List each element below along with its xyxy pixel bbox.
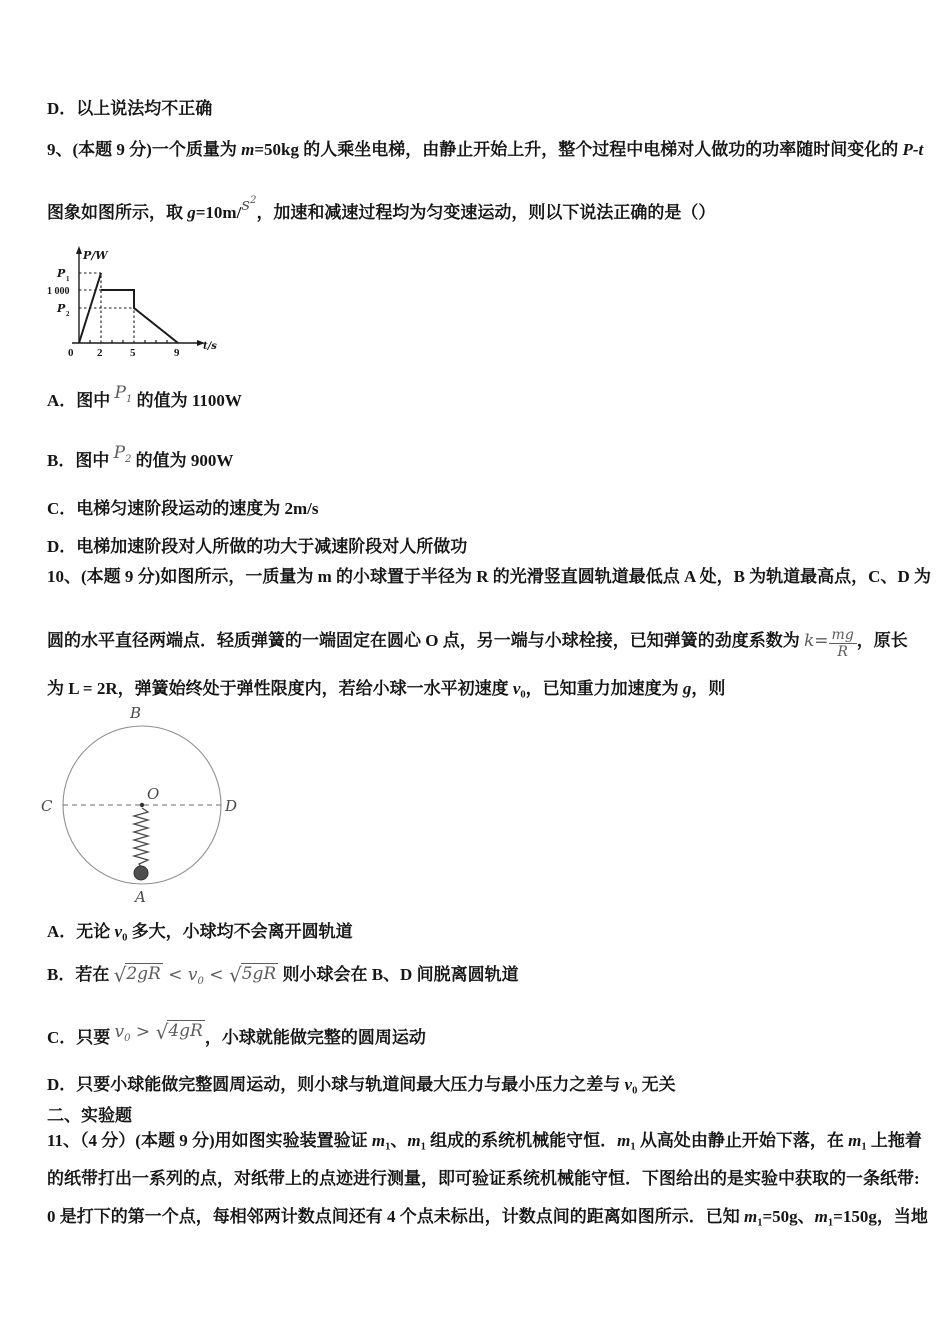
q10-c-v0: v (114, 1022, 125, 1042)
pt-graph (46, 244, 236, 366)
q10-b-lt-1: < (162, 965, 188, 985)
q11-m1-b: m (407, 1131, 421, 1150)
section-2-title: 二、实验题 (47, 1106, 132, 1125)
q10-b-sqrt-2gr (114, 964, 163, 986)
q10-a-v0-sub: 0 (122, 932, 128, 944)
q10-frac-den: R (837, 644, 848, 661)
q9-a-p1 (114, 383, 133, 405)
q10-stem-text-2: ，原长 (856, 631, 908, 651)
q10-b-radicand-1: 2gR (126, 964, 161, 984)
q10-var-v0: v (512, 679, 521, 698)
q10-a-post: 多大，小球均不会离开圆轨道 (127, 922, 353, 941)
q9-b-p2-sub: 2 (125, 454, 132, 465)
q9-stem-text-2: =50kg 的人乘坐电梯，由静止开始上升，整个过程中电梯对人做功的功率随时间变化的 (254, 140, 903, 159)
graph-p1-sub: 1 (66, 275, 70, 283)
q9-b-pre: B．图中 (47, 451, 114, 470)
q8-option-d: D．以上说法均不正确 (47, 99, 213, 118)
q9-option-a (47, 383, 242, 418)
q11-stem-line2: 的纸带打出一系列的点，对纸带上的点迹进行测量，即可验证系统机械能守恒．下图给出的是实验中获取的一条纸带: (47, 1169, 920, 1188)
q10-d-v0: v (624, 1075, 633, 1094)
q10-stem-text-1: 圆的水平直径两端点．轻质弹簧的一端固定在圆心 O 点，另一端与小球栓接，已知弹簧的劲度系数为 (47, 631, 804, 651)
q9-unit-s2 (241, 195, 256, 214)
spring-icon (134, 808, 148, 867)
q10-var-g: g (682, 679, 692, 698)
q11-m1-d: m (848, 1131, 862, 1150)
q11-m1-c-sub: 1 (630, 1141, 636, 1153)
graph-x9-label: 9 (174, 347, 180, 359)
q10-stem-text-5: ，则 (691, 679, 726, 698)
q10-option-c (47, 1020, 426, 1055)
q11-m1-b-sub: 1 (420, 1141, 426, 1153)
q10-b-sqrt-5gr (229, 964, 278, 986)
q9-stem-text-5: ，加速和减速过程均为匀变速运动，则以下说法正确的是（） (256, 203, 716, 222)
q11-dun: 、 (390, 1131, 408, 1150)
q10-stem-line2 (47, 627, 908, 660)
q11-m1-c: m (617, 1131, 631, 1150)
q11-m1-f: m (814, 1207, 828, 1226)
q10-b-radicand-2: 5gR (241, 964, 277, 984)
graph-ylabel: P/W (83, 249, 108, 262)
graph-1000-label: 1 000 (47, 286, 70, 297)
label-a-bottom: A (135, 888, 146, 906)
q11-m1-d-sub: 1 (861, 1141, 867, 1153)
radical-icon: √ (155, 1020, 169, 1044)
q11-m1-e-sub: 1 (757, 1217, 763, 1229)
q11-m1-e: m (744, 1207, 758, 1226)
q10-b-post: 则小球会在 B、D 间脱离圆轨道 (278, 965, 519, 984)
q9-var-g: g (187, 203, 196, 222)
q10-b-v0: v (187, 965, 198, 985)
q11-text-1: 11、（4 分）(本题 9 分)用如图实验装置验证 (47, 1131, 372, 1150)
q9-a-p1-sub: 1 (125, 394, 133, 405)
q10-c-gt: > (130, 1022, 156, 1042)
q9-var-m: m (241, 140, 255, 159)
q10-a-v0: v (114, 922, 123, 941)
q11-stem-line1 (47, 1130, 922, 1158)
q10-stem-text-3: 为 L = 2R，弹簧始终处于弹性限度内，若给小球一水平初速度 (47, 679, 513, 698)
q10-stem-line1: 10、(本题 9 分)如图所示，一质量为 m 的小球置于半径为 R 的光滑竖直圆轨道最低点 A 处，B 为轨道最高点，C、D 为 (47, 567, 931, 586)
q11-m1-a-sub: 1 (385, 1141, 391, 1153)
q9-stem-text-3: 图象如图所示，取 (47, 203, 188, 222)
q9-unit-s: s (241, 195, 251, 215)
q10-b-v0-sub: 0 (197, 976, 204, 987)
graph-x5-label: 5 (130, 347, 136, 359)
q9-option-b (47, 443, 234, 478)
label-d-right: D (225, 797, 238, 815)
q11-text-2: 组成的系统机械能守恒． (425, 1131, 618, 1150)
ball-at-a (134, 866, 148, 880)
q10-c-sqrt-4gr (156, 1021, 205, 1043)
q9-a-p1-base: P (114, 383, 126, 403)
q9-b-p2 (113, 443, 132, 465)
q10-option-a (47, 921, 353, 949)
q10-c-v0-sub: 0 (124, 1033, 131, 1044)
q9-stem-text-1: 9、(本题 9 分)一个质量为 (47, 140, 242, 159)
q11-stem-line3 (47, 1206, 928, 1234)
q10-a-pre: A．无论 (47, 922, 115, 941)
curve-plateau-decline (101, 290, 178, 343)
q9-stem-line1 (47, 139, 923, 160)
q11-text-6: =50g、 (762, 1207, 815, 1226)
graph-p1-label: P (57, 267, 66, 280)
q10-eq: = (814, 631, 829, 652)
graph-origin-label: 0 (68, 347, 74, 359)
q9-unit-sup2: 2 (250, 195, 257, 206)
q10-c-radicand: 4gR (168, 1021, 203, 1041)
q9-b-p2-base: P (113, 443, 126, 463)
q10-k-fraction (829, 627, 857, 660)
q10-var-v0-sub: 0 (520, 689, 526, 701)
graph-p2-sub: 2 (66, 310, 70, 318)
q10-c-math (114, 1020, 205, 1044)
q9-option-d: D．电梯加速阶段对人所做的功大于减速阶段对人所做功 (47, 537, 468, 556)
q10-d-pre: D．只要小球能做完整圆周运动，则小球与轨道间最大压力与最小压力之差与 (47, 1075, 625, 1094)
q10-option-b (47, 964, 519, 992)
q9-a-pre: A．图中 (47, 391, 115, 410)
q10-var-k: k (803, 631, 815, 652)
circle-track-diagram (35, 702, 260, 907)
y-axis-arrow-icon (76, 246, 82, 254)
graph-p2-label: P (57, 302, 66, 315)
q9-stem-text-4: =10m/ (195, 203, 242, 222)
q10-b-lt-2: < (203, 965, 229, 985)
q10-frac-num: mg (829, 627, 857, 644)
graph-xlabel: t/s (203, 341, 217, 352)
q9-option-c: C．电梯匀速阶段运动的速度为 2m/s (47, 499, 319, 518)
label-o-center: O (147, 785, 160, 803)
q9-stem-line2 (47, 195, 716, 224)
q11-text-3: 从高处由静止开始下落，在 (635, 1131, 849, 1150)
q10-option-d (47, 1074, 676, 1102)
label-b-top: B (130, 704, 142, 722)
radical-icon: √ (113, 963, 127, 987)
q10-c-pre: C．只要 (47, 1028, 115, 1047)
q11-text-5: 0 是打下的第一个点，每相邻两计数点间还有 4 个点未标出，计数点间的距离如图所示．已知 (47, 1207, 744, 1226)
q11-m1-a: m (371, 1131, 386, 1150)
graph-x2-label: 2 (97, 347, 103, 359)
q9-a-post: 的值为 1100W (132, 391, 242, 410)
q11-text-7: =150g，当地 (833, 1207, 928, 1226)
q10-c-post: ，小球就能做完整的圆周运动 (204, 1028, 426, 1047)
q10-d-v0-sub: 0 (632, 1085, 638, 1097)
q11-m1-f-sub: 1 (827, 1217, 834, 1229)
center-o-dot (140, 803, 144, 807)
q10-stem-text-4: ，已知重力加速度为 (525, 679, 683, 698)
q9-var-pt: P-t (902, 140, 924, 159)
radical-icon: √ (228, 963, 242, 987)
q10-b-pre: B．若在 (47, 965, 114, 984)
label-c-left: C (41, 797, 53, 815)
q11-text-4: 上拖着 (866, 1131, 922, 1150)
q9-b-post: 的值为 900W (131, 451, 234, 470)
q10-d-post: 无关 (637, 1075, 676, 1094)
